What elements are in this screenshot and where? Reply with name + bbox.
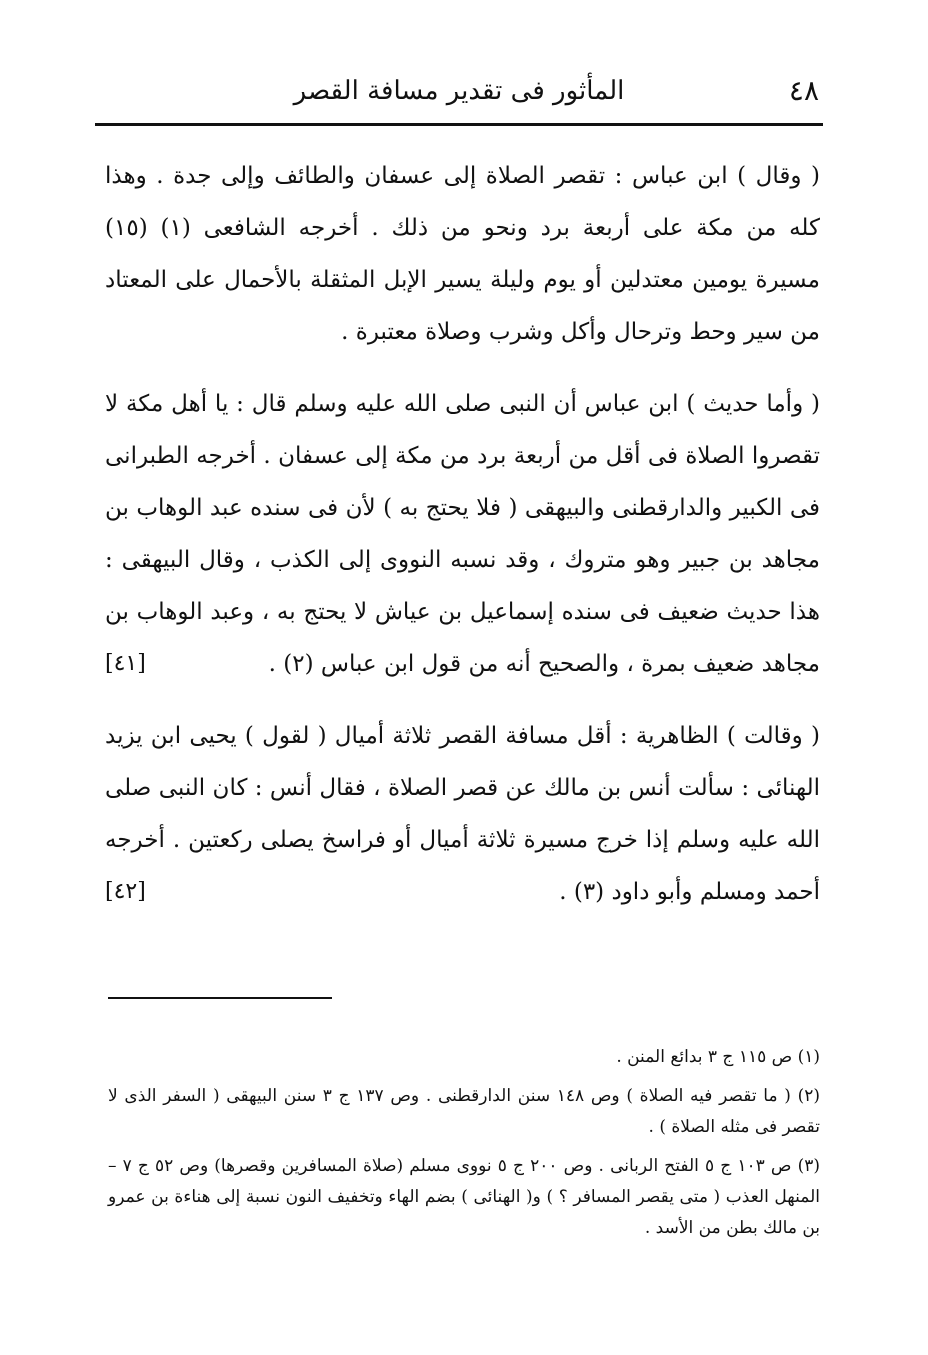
main-text — [105, 150, 820, 918]
page-number: ٤٨ — [788, 74, 819, 107]
paragraph-1-text: ( وقال ) ابن عباس : تقصر الصلاة إلى عسفان والطائف وإلى جدة . وهذا كله من مكة على أربعة برد ونحو من ذلك . أخرجه الشافعى (١) (١٥) مسيرة يومين معتدلين أو يوم وليلة يسير الإبل المثقلة بالأحمال على المعتاد من سير وحط وترحال وأكل وشرب وصلاة معتبرة . — [105, 163, 820, 345]
paragraph-3 — [105, 710, 820, 918]
paragraph-3-ref-number: [٤٢] — [105, 879, 146, 904]
footnote-2: (٢) ( ما تقصر فيه الصلاة ) وص ١٤٨ سنن الدارقطنى . وص ١٣٧ ج ٣ سنن البيهقى ( السفر الذى لا تقصر فى مثله الصلاة ) . — [108, 1086, 820, 1137]
footnote-1: (١) ص ١١٥ ج ٣ بدائع المنن . — [616, 1047, 820, 1067]
running-title: المأثور فى تقدير مسافة القصر — [293, 76, 625, 106]
header-divider — [95, 123, 823, 126]
footnotes — [108, 1042, 820, 1252]
paragraph-1 — [105, 150, 820, 358]
page-header — [95, 72, 823, 118]
paragraph-2-ref-number: [٤١] — [105, 651, 146, 676]
footnote-divider — [108, 997, 332, 999]
paragraph-2-text: ( وأما حديث ) ابن عباس أن النبى صلى الله عليه وسلم قال : يا أهل مكة لا تقصروا الصلاة فى أقل من أربعة برد من مكة إلى عسفان . أخرجه الطبرانى فى الكبير والدارقطنى والبيهقى ( فلا يحتج به ) لأن فى سنده عبد الوهاب بن مجاهد بن جبير وهو متروك ، وقد نسبه النووى إلى الكذب ، وقال البيهقى : هذا حديث ضعيف فى سنده إسماعيل بن عياش لا يحتج به ، وعبد الوهاب بن مجاهد ضعيف بمرة ، والصحيح أنه من قول ابن عباس (٢) . — [105, 391, 820, 677]
paragraph-2 — [105, 378, 820, 690]
paragraph-3-text: ( وقالت ) الظاهرية : أقل مسافة القصر ثلاثة أميال ( لقول ) يحيى ابن يزيد الهنائى : سألت أنس بن مالك عن قصر الصلاة ، فقال أنس : كان النبى صلى الله عليه وسلم إذا خرج مسيرة ثلاثة أميال أو فراسخ يصلى ركعتين . أخرجه أحمد ومسلم وأبو داود (٣) . — [105, 723, 820, 905]
footnote-3: (٣) ص ١٠٣ ج ٥ الفتح الربانى . وص ٢٠٠ ج ٥ نووى مسلم (صلاة المسافرين وقصرها) وص ٥٢ ج ٧ – المنهل العذب ( متى يقصر المسافر ؟ ) و( الهنائى ) بضم الهاء وتخفيف النون نسبة إلى هناءة بن عمرو بن مالك بطن من الأسد . — [108, 1156, 821, 1238]
